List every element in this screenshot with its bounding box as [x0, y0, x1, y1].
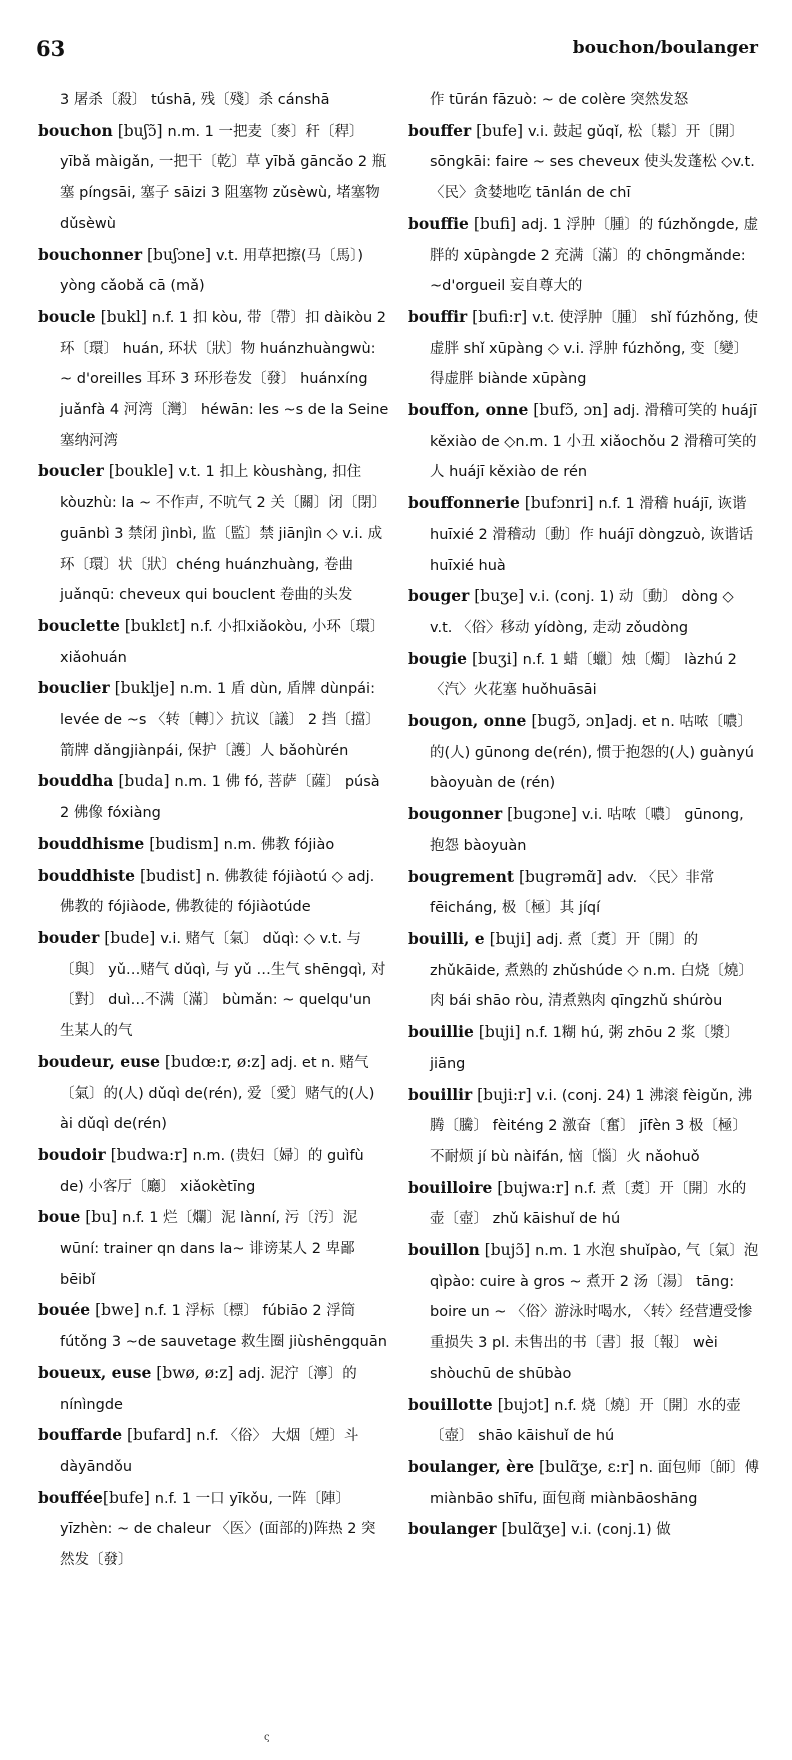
entry-definition: n.f. 1 浮标〔標〕 fúbiāo 2 浮筒 fútǒng 3 ~de sauvetage 救生圈 jiùshēngquān	[60, 1303, 387, 1351]
entry-phonetic: [budwa:r]	[105, 1145, 193, 1164]
entry-definition: n.m. 佛教 fójiào	[223, 836, 335, 853]
entry-phonetic: [bude]	[99, 928, 161, 947]
entry-phonetic: [bufɔnri]	[519, 494, 599, 513]
dictionary-entry	[408, 1235, 760, 1390]
entry-definition: n.f. 1糊 hú, 粥 zhōu 2 浆〔漿〕 jiāng	[430, 1025, 739, 1072]
entry-headword: bouffonnerie	[408, 493, 520, 513]
entry-phonetic: [buklɛt]	[119, 616, 191, 635]
dictionary-entry	[38, 673, 390, 766]
entry-definition: n.m. 1 水泡 shuǐpào, 气〔氣〕泡 qìpào: cuire à gros ~ 煮开 2 汤〔湯〕 tāng: boire un ~ 〈俗〉游泳时喝水, 〈转〉经营遭受惨重损失 3 pl. 未售出的书〔書〕报〔報〕 wèi shòuchū de shūbào	[430, 1243, 759, 1382]
entry-headword: bouchon	[38, 120, 113, 140]
entry-phonetic: [boukle]	[103, 462, 179, 481]
entry-phonetic: [bulɑ̃ʒe]	[496, 1520, 572, 1539]
dictionary-entry	[408, 302, 760, 395]
dictionary-entry	[38, 611, 390, 673]
entry-definition: adj. et n. 咕哝〔噥〕的(人) gūnong de(rén), 惯于抱怨的(人) guànyú bàoyuàn de (rén)	[430, 714, 754, 792]
dictionary-entry	[38, 829, 390, 861]
entry-definition: n.m. 1 佛 fó, 菩萨〔薩〕 púsà 2 佛像 fóxiàng	[60, 774, 380, 822]
entry-headword: bouffée	[38, 1487, 103, 1507]
dictionary-entry	[408, 1173, 760, 1235]
dictionary-entry	[408, 706, 760, 799]
dictionary-entry	[408, 1514, 760, 1546]
entry-definition: n.f. 1 一口 yīkǒu, 一阵〔陣〕 yīzhèn: ~ de chaleur 〈医〉(面部的)阵热 2 突然发〔發〕	[60, 1490, 376, 1569]
entry-definition: adv. 〈民〉非常 fēicháng, 极〔極〕其 jíqí	[430, 869, 715, 917]
entry-headword: bouffer	[408, 120, 472, 140]
entry-headword: boucle	[38, 306, 96, 326]
entry-headword: bouddhiste	[38, 865, 136, 885]
entry-definition: n. 佛教徒 fójiàotú ◇ adj. 佛教的 fójiàode, 佛教徒的 fójiàotúde	[60, 868, 375, 916]
entry-phonetic: [buʃɔne]	[142, 245, 216, 264]
entry-definition: v.t. 用草把擦(马〔馬〕) yòng cǎobǎ cā (mǎ)	[60, 247, 363, 295]
entry-definition: adj. 滑稽可笑的 huájī kěxiào de ◇n.m. 1 小丑 xiǎochǒu 2 滑稽可笑的人 huájī kěxiào de rén	[430, 403, 757, 481]
entry-phonetic: [bufi]	[468, 214, 522, 233]
entry-definition: v.t. 使浮肿〔腫〕 shǐ fúzhǒng, 使虚胖 shǐ xūpàng ◇ v.i. 浮肿 fúzhǒng, 变〔變〕得虚胖 biànde xūpàng	[430, 309, 759, 388]
dictionary-entry	[38, 1358, 390, 1420]
entry-headword: bouddhisme	[38, 833, 145, 853]
page-number: 63	[36, 36, 66, 61]
entry-headword: bouder	[38, 927, 100, 947]
entry-headword: boue	[38, 1207, 81, 1227]
entry-definition: n.f. 1 烂〔爛〕泥 lànní, 污〔汚〕泥wūní: trainer qn dans la~ 诽谤某人 2 卑鄙 bēibǐ	[60, 1210, 358, 1288]
dictionary-entry	[408, 862, 760, 924]
entry-headword: boulanger, ère	[408, 1456, 535, 1476]
entry-headword: bougie	[408, 648, 468, 668]
entry-phonetic: [bujwa:r]	[492, 1178, 575, 1197]
dictionary-entry	[38, 923, 390, 1047]
dictionary-entry	[408, 644, 760, 706]
entry-headword: bouilli, e	[408, 928, 485, 948]
entry-headword: bouillie	[408, 1022, 474, 1042]
entry-headword: bouffarde	[38, 1425, 123, 1445]
entry-phonetic: [budœ:r, ø:z]	[159, 1052, 271, 1071]
entry-headword: bouffon, onne	[408, 400, 529, 420]
entry-phonetic: [bufe]	[102, 1488, 155, 1507]
entry-headword: bougrement	[408, 866, 515, 886]
page-header	[36, 30, 758, 60]
entry-headword: bouilloire	[408, 1177, 493, 1197]
dictionary-entry	[408, 209, 760, 302]
entry-definition: v.i. (conj. 24) 1 沸滚 fèigǔn, 沸腾〔騰〕 fèiténg 2 激奋〔奮〕 jīfèn 3 极〔極〕不耐烦 jí bù nàifán, 恼〔惱〕火 nǎohuǒ	[430, 1087, 753, 1165]
dictionary-entry	[408, 581, 760, 643]
entry-definition: n.f. 烧〔燒〕开〔開〕水的壶〔壺〕 shāo kāishuǐ de hú	[430, 1397, 741, 1445]
entry-phonetic: [bugɔ̃, ɔn]	[526, 712, 611, 731]
entry-definition: v.i. (conj. 1) 动〔動〕 dòng ◇ v.t. 〈俗〉移动 yídòng, 走动 zǒudòng	[430, 589, 734, 636]
entry-headword: boudoir	[38, 1144, 106, 1164]
entry-definition: n.m. (贵妇〔婦〕的 guìfù de) 小客厅〔廳〕 xiǎokètīng	[60, 1147, 364, 1195]
dictionary-entry	[408, 1017, 760, 1079]
entry-phonetic: [bulɑ̃ʒe, ɛ:r]	[534, 1457, 640, 1476]
dictionary-entry	[38, 116, 390, 240]
entry-headword: boueux, euse	[38, 1362, 152, 1382]
dictionary-entry	[408, 799, 760, 861]
entry-headword: boulanger	[408, 1519, 497, 1539]
entry-headword: bouclette	[38, 615, 120, 635]
entry-phonetic: [bufi:r]	[467, 307, 533, 326]
entry-headword: bouffir	[408, 306, 468, 326]
entry-phonetic: [bugrəmɑ̃]	[514, 867, 607, 886]
dictionary-entry	[408, 395, 760, 488]
entry-headword: bouger	[408, 586, 470, 606]
entry-phonetic: [bugɔne]	[502, 805, 582, 824]
dictionary-entry	[38, 1483, 390, 1576]
dictionary-entry	[408, 1390, 760, 1452]
entry-phonetic: [bujɔt]	[492, 1395, 555, 1414]
entry-phonetic: [buji]	[484, 929, 537, 948]
entry-phonetic: [buji]	[473, 1023, 526, 1042]
entry-definition: 3 屠杀〔殺〕 túshā, 残〔殘〕杀 cánshā	[60, 92, 330, 108]
entry-phonetic: [bwø, ø:z]	[151, 1363, 239, 1382]
entry-headword: bouillir	[408, 1084, 473, 1104]
entry-headword: bouillotte	[408, 1394, 493, 1414]
entry-phonetic: [bujɔ̃]	[479, 1241, 536, 1260]
entry-definition: n.f. 1 滑稽 huájī, 诙谐 huīxié 2 滑稽动〔動〕作 huájī dòngzuò, 诙谐话 huīxié huà	[430, 496, 754, 574]
entry-definition: adj. 1 浮肿〔腫〕的 fúzhǒngde, 虚胖的 xūpàngde 2 充满〔滿〕的 chōngmǎnde: ~d'orgueil 妄自尊大的	[430, 216, 759, 295]
entry-headword: bougon, onne	[408, 711, 527, 731]
entry-headword: boucler	[38, 461, 104, 481]
dictionary-entry	[38, 240, 390, 302]
entry-headword: bouddha	[38, 771, 114, 791]
entry-headword: bouchonner	[38, 244, 143, 264]
entry-headword: bouée	[38, 1300, 91, 1320]
entry-headword: bouclier	[38, 678, 110, 698]
dictionary-entry	[38, 861, 390, 923]
entry-definition: adj. 煮〔煑〕开〔開〕的 zhǔkāide, 煮熟的 zhǔshúde ◇ n.m. 白烧〔燒〕肉 bái shāo ròu, 清煮熟肉 qīngzhǔ shúròu	[430, 931, 753, 1010]
right-column	[408, 84, 760, 1546]
page-mark: ς	[264, 1732, 270, 1743]
entry-definition: v.i. 赌气〔氣〕 dǔqì: ◇ v.t. 与〔與〕 yǔ…赌气 dǔqì, 与 yǔ …生气 shēngqì, 对〔對〕 duì…不满〔滿〕 bùmǎn: ~ quelqu'un 生某人的气	[60, 930, 386, 1040]
entry-definition: n.m. 1 一把麦〔麥〕秆〔稈〕 yībǎ màigǎn, 一把干〔乾〕草 yībǎ gāncǎo 2 瓶塞 píngsāi, 塞子 sāizi 3 阻塞物 zǔsèwù, 堵塞物 dǔsèwù	[60, 123, 387, 232]
dictionary-entry	[408, 488, 760, 581]
entry-headword: boudeur, euse	[38, 1051, 160, 1071]
entry-definition: n.f. 1 蜡〔蠟〕烛〔燭〕 làzhú 2 〈汽〉火花塞 huǒhuāsāi	[430, 651, 737, 699]
entry-phonetic: [buda]	[113, 772, 175, 791]
entry-definition: n.f. 小扣xiǎokòu, 小环〔環〕 xiǎohuán	[60, 618, 385, 666]
dictionary-entry	[38, 1202, 390, 1295]
entry-phonetic: [buji:r]	[472, 1085, 537, 1104]
entry-definition: v.i. 鼓起 gǔqǐ, 松〔鬆〕开〔開〕 sōngkāi: faire ~ ses cheveux 使头发蓬松 ◇v.t. 〈民〉贪婪地吃 tānlán de chī	[430, 123, 755, 202]
entry-phonetic: [budism]	[144, 834, 224, 853]
dictionary-entry	[408, 924, 760, 1017]
entry-phonetic: [bukl]	[95, 307, 152, 326]
entry-phonetic: [bwe]	[90, 1301, 145, 1320]
entry-definition: n.m. 1 盾 dùn, 盾牌 dùnpái: levée de ~s 〈转〔轉〕〉抗议〔議〕 2 挡〔擋〕箭牌 dǎngjiànpái, 保护〔護〕人 bǎohùrén	[60, 681, 380, 759]
entry-headword: bouffie	[408, 213, 469, 233]
entry-definition: n.f. 1 扣 kòu, 带〔帶〕扣 dàikòu 2 环〔環〕 huán, 环状〔狀〕物 huánzhuàngwù: ~ d'oreilles 耳环 3 环形卷发〔發〕 huánxíng juǎnfà 4 河湾〔灣〕 héwān: les ~s de la Seine 塞纳河湾	[60, 309, 389, 449]
entry-definition: n. 面包师〔師〕傅 miànbāo shīfu, 面包商 miànbāoshāng	[430, 1459, 760, 1507]
entry-phonetic: [buklje]	[109, 679, 180, 698]
dictionary-entry	[38, 456, 390, 611]
running-head: bouchon/boulanger	[572, 38, 758, 58]
dictionary-entry	[408, 1452, 760, 1514]
dictionary-entry	[38, 302, 390, 457]
dictionary-entry	[38, 1420, 390, 1482]
entry-headword: bouillon	[408, 1240, 480, 1260]
entry-definition: v.i. (conj.1) 做	[571, 1522, 671, 1539]
dictionary-entry	[408, 1080, 760, 1173]
entry-definition: v.t. 1 扣上 kòushàng, 扣住 kòuzhù: la ~ 不作声, 不吭气 2 关〔關〕闭〔閉〕 guānbì 3 禁闭 jìnbì, 监〔監〕禁 jiānjìn ◇ v.i. 成环〔環〕状〔狀〕chéng huánzhuàng, 卷曲 juǎnqū: cheveux qui bouclent 卷曲的头发	[60, 464, 387, 604]
dictionary-entry	[38, 1047, 390, 1140]
dictionary-entry	[38, 766, 390, 828]
entry-definition: 作 tūrán fāzuò: ~ de colère 突然发怒	[430, 92, 689, 108]
dictionary-entry	[38, 1140, 390, 1202]
entry-definition: v.i. 咕哝〔噥〕 gūnong, 抱怨 bàoyuàn	[430, 807, 744, 854]
dictionary-entry	[38, 84, 390, 116]
left-column	[38, 84, 390, 1576]
entry-phonetic: [buʒe]	[469, 587, 530, 606]
entry-phonetic: [bufe]	[471, 121, 528, 140]
dictionary-entry	[408, 116, 760, 209]
entry-phonetic: [buʒi]	[467, 649, 523, 668]
entry-phonetic: [bufɔ̃, ɔn]	[528, 401, 614, 420]
dictionary-entry	[38, 1295, 390, 1357]
dictionary-entry	[408, 84, 760, 116]
entry-definition: n.f. 〈俗〉 大烟〔煙〕斗 dàyāndǒu	[60, 1428, 359, 1475]
entry-definition: adj. et n. 赌气〔氣〕的(人) dǔqì de(rén), 爱〔愛〕赌气的(人) ài dǔqì de(rén)	[60, 1054, 375, 1133]
entry-definition: adj. 泥泞〔濘〕的 nínìngde	[60, 1365, 357, 1413]
entry-phonetic: [bu]	[80, 1208, 123, 1227]
entry-phonetic: [budist]	[135, 866, 206, 885]
entry-phonetic: [bufard]	[122, 1426, 197, 1445]
entry-headword: bougonner	[408, 804, 503, 824]
entry-phonetic: [buʃɔ̃]	[112, 121, 168, 140]
entry-definition: n.f. 煮〔煑〕开〔開〕水的壶〔壺〕 zhǔ kāishuǐ de hú	[430, 1180, 747, 1228]
